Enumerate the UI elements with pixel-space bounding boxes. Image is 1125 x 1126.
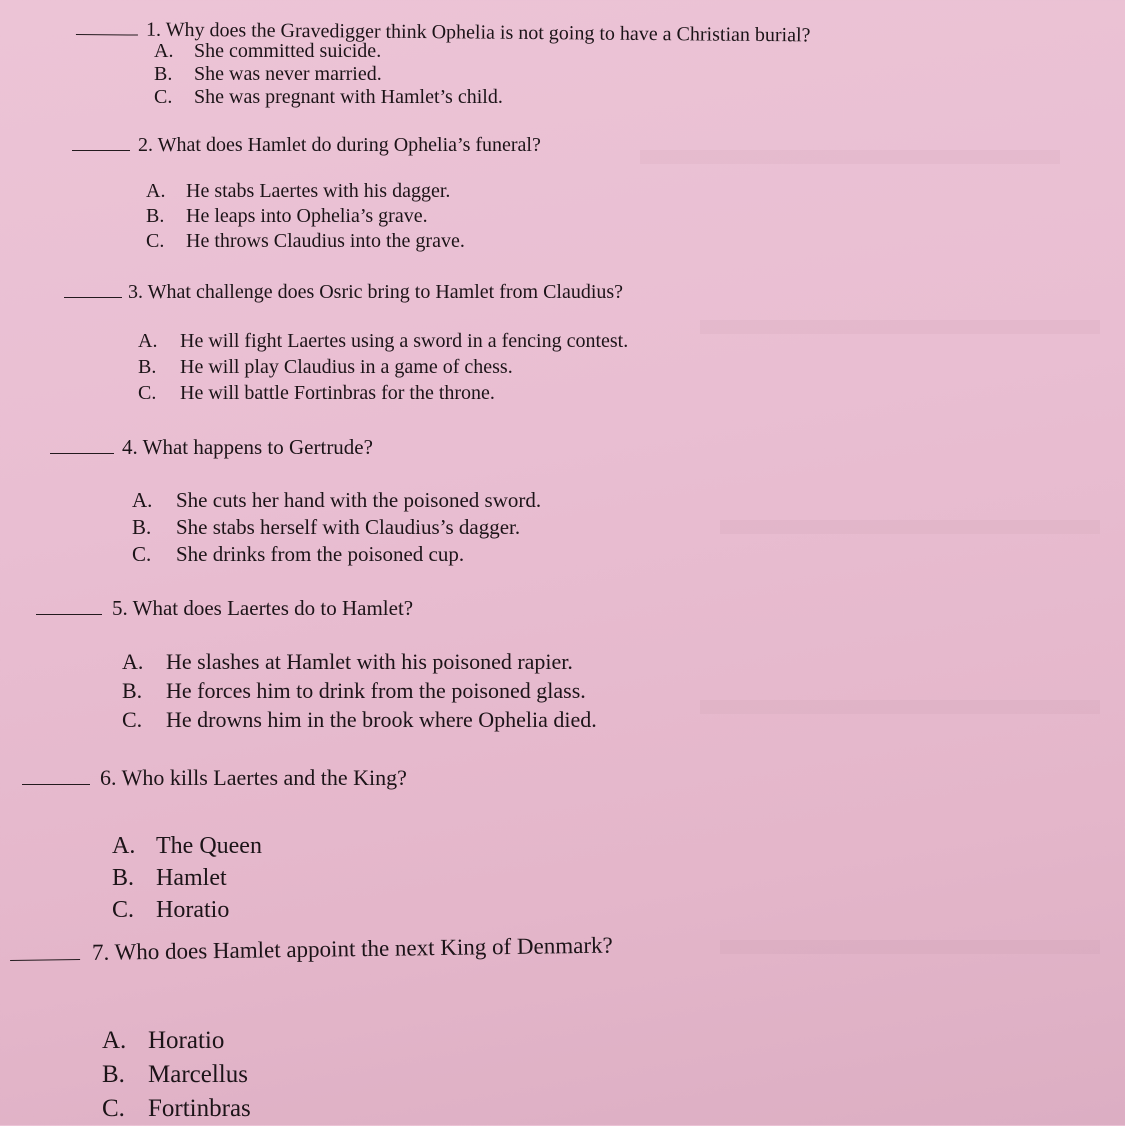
answer-blank[interactable] (22, 766, 90, 785)
option-text: Horatio (156, 897, 230, 923)
question-6 (22, 766, 407, 790)
option-letter: C. (102, 1095, 125, 1122)
option-text: Horatio (148, 1027, 225, 1054)
question-text: Why does the Gravedigger think Ophelia is not going to have a Christian burial? (165, 18, 811, 47)
option-a (154, 40, 503, 63)
option-letter: A. (154, 40, 174, 62)
option-c (138, 380, 628, 406)
option-letter: B. (102, 1061, 125, 1088)
question-3-options (138, 328, 628, 406)
question-number: 6. (100, 765, 117, 790)
option-letter: C. (132, 542, 152, 566)
question-6-options (112, 830, 262, 926)
answer-blank[interactable] (76, 16, 138, 36)
question-1-options (154, 40, 503, 109)
option-letter: B. (132, 515, 152, 539)
option-text: He leaps into Ophelia’s grave. (186, 205, 428, 227)
option-a (112, 830, 262, 862)
question-number: 3. (128, 281, 143, 303)
option-text: He forces him to drink from the poisoned glass. (166, 678, 586, 703)
option-a (138, 328, 628, 354)
bleed-through-shadow (720, 520, 1100, 534)
question-text: Who kills Laertes and the King? (121, 765, 407, 790)
option-text: She drinks from the poisoned cup. (176, 542, 465, 566)
question-number: 4. (122, 435, 138, 459)
option-letter: A. (146, 180, 166, 202)
option-text: She stabs herself with Claudius’s dagger. (176, 515, 521, 539)
option-text: Hamlet (156, 865, 227, 891)
option-letter: C. (138, 382, 157, 404)
option-letter: A. (122, 649, 144, 674)
question-number: 7. (91, 939, 110, 965)
option-a (146, 179, 465, 204)
option-text: She was pregnant with Hamlet’s child. (194, 86, 503, 108)
option-c (132, 541, 541, 568)
question-text: What does Laertes do to Hamlet? (132, 596, 414, 620)
option-text: He throws Claudius into the grave. (186, 230, 465, 252)
option-text: The Queen (156, 833, 262, 859)
option-b (146, 204, 465, 229)
answer-blank[interactable] (10, 941, 80, 961)
answer-blank[interactable] (50, 435, 114, 454)
question-text: What happens to Gertrude? (142, 435, 373, 459)
answer-blank[interactable] (36, 596, 102, 615)
question-4 (50, 435, 373, 459)
option-letter: A. (138, 330, 158, 352)
option-letter: C. (146, 230, 165, 252)
option-c (146, 229, 465, 254)
question-5 (36, 596, 413, 620)
question-2 (72, 132, 541, 157)
question-number: 1. (145, 18, 162, 41)
option-letter: C. (122, 707, 143, 732)
option-text: He stabs Laertes with his dagger. (186, 180, 451, 202)
option-text: He will fight Laertes using a sword in a fencing contest. (180, 330, 629, 352)
option-a (132, 487, 541, 514)
question-text: What challenge does Osric bring to Hamlet from Claudius? (147, 281, 624, 303)
option-letter: B. (112, 865, 135, 891)
option-b (122, 676, 597, 705)
option-text: She committed suicide. (194, 40, 382, 62)
option-text: He drowns him in the brook where Ophelia died. (166, 707, 597, 732)
question-7 (10, 934, 613, 966)
option-b (138, 354, 628, 380)
option-text: He will battle Fortinbras for the throne. (180, 382, 495, 404)
bleed-through-shadow (700, 700, 1100, 714)
answer-blank[interactable] (64, 279, 122, 298)
question-text: Who does Hamlet appoint the next King of Denmark? (114, 932, 613, 965)
option-letter: C. (112, 897, 135, 923)
option-b (102, 1058, 251, 1092)
option-letter: B. (154, 63, 173, 85)
question-number: 2. (138, 134, 153, 156)
option-c (122, 705, 597, 734)
question-text: What does Hamlet do during Ophelia’s funeral? (157, 134, 541, 156)
bleed-through-shadow (640, 150, 1060, 164)
option-letter: A. (112, 833, 136, 859)
option-b (154, 63, 503, 86)
option-text: Fortinbras (148, 1095, 251, 1122)
bleed-through-shadow (700, 320, 1100, 334)
option-b (132, 514, 541, 541)
option-letter: A. (132, 488, 153, 512)
option-letter: B. (138, 356, 157, 378)
question-number: 5. (112, 596, 128, 620)
option-letter: A. (102, 1027, 127, 1054)
option-c (102, 1092, 251, 1126)
option-a (122, 647, 597, 676)
option-b (112, 862, 262, 894)
question-2-options (146, 179, 465, 254)
option-letter: B. (146, 205, 165, 227)
option-text: She was never married. (194, 63, 382, 85)
question-4-options (132, 487, 541, 568)
question-3 (64, 279, 623, 304)
option-text: Marcellus (148, 1061, 248, 1088)
option-letter: C. (154, 86, 173, 108)
option-text: He slashes at Hamlet with his poisoned rapier. (166, 649, 573, 674)
question-7-options (102, 1024, 251, 1126)
option-text: She cuts her hand with the poisoned sword. (176, 488, 542, 512)
answer-blank[interactable] (72, 132, 130, 151)
option-c (154, 86, 503, 109)
question-5-options (122, 647, 597, 734)
option-a (102, 1024, 251, 1058)
option-c (112, 894, 262, 926)
option-text: He will play Claudius in a game of chess. (180, 356, 513, 378)
bleed-through-shadow (720, 940, 1100, 954)
option-letter: B. (122, 678, 143, 703)
